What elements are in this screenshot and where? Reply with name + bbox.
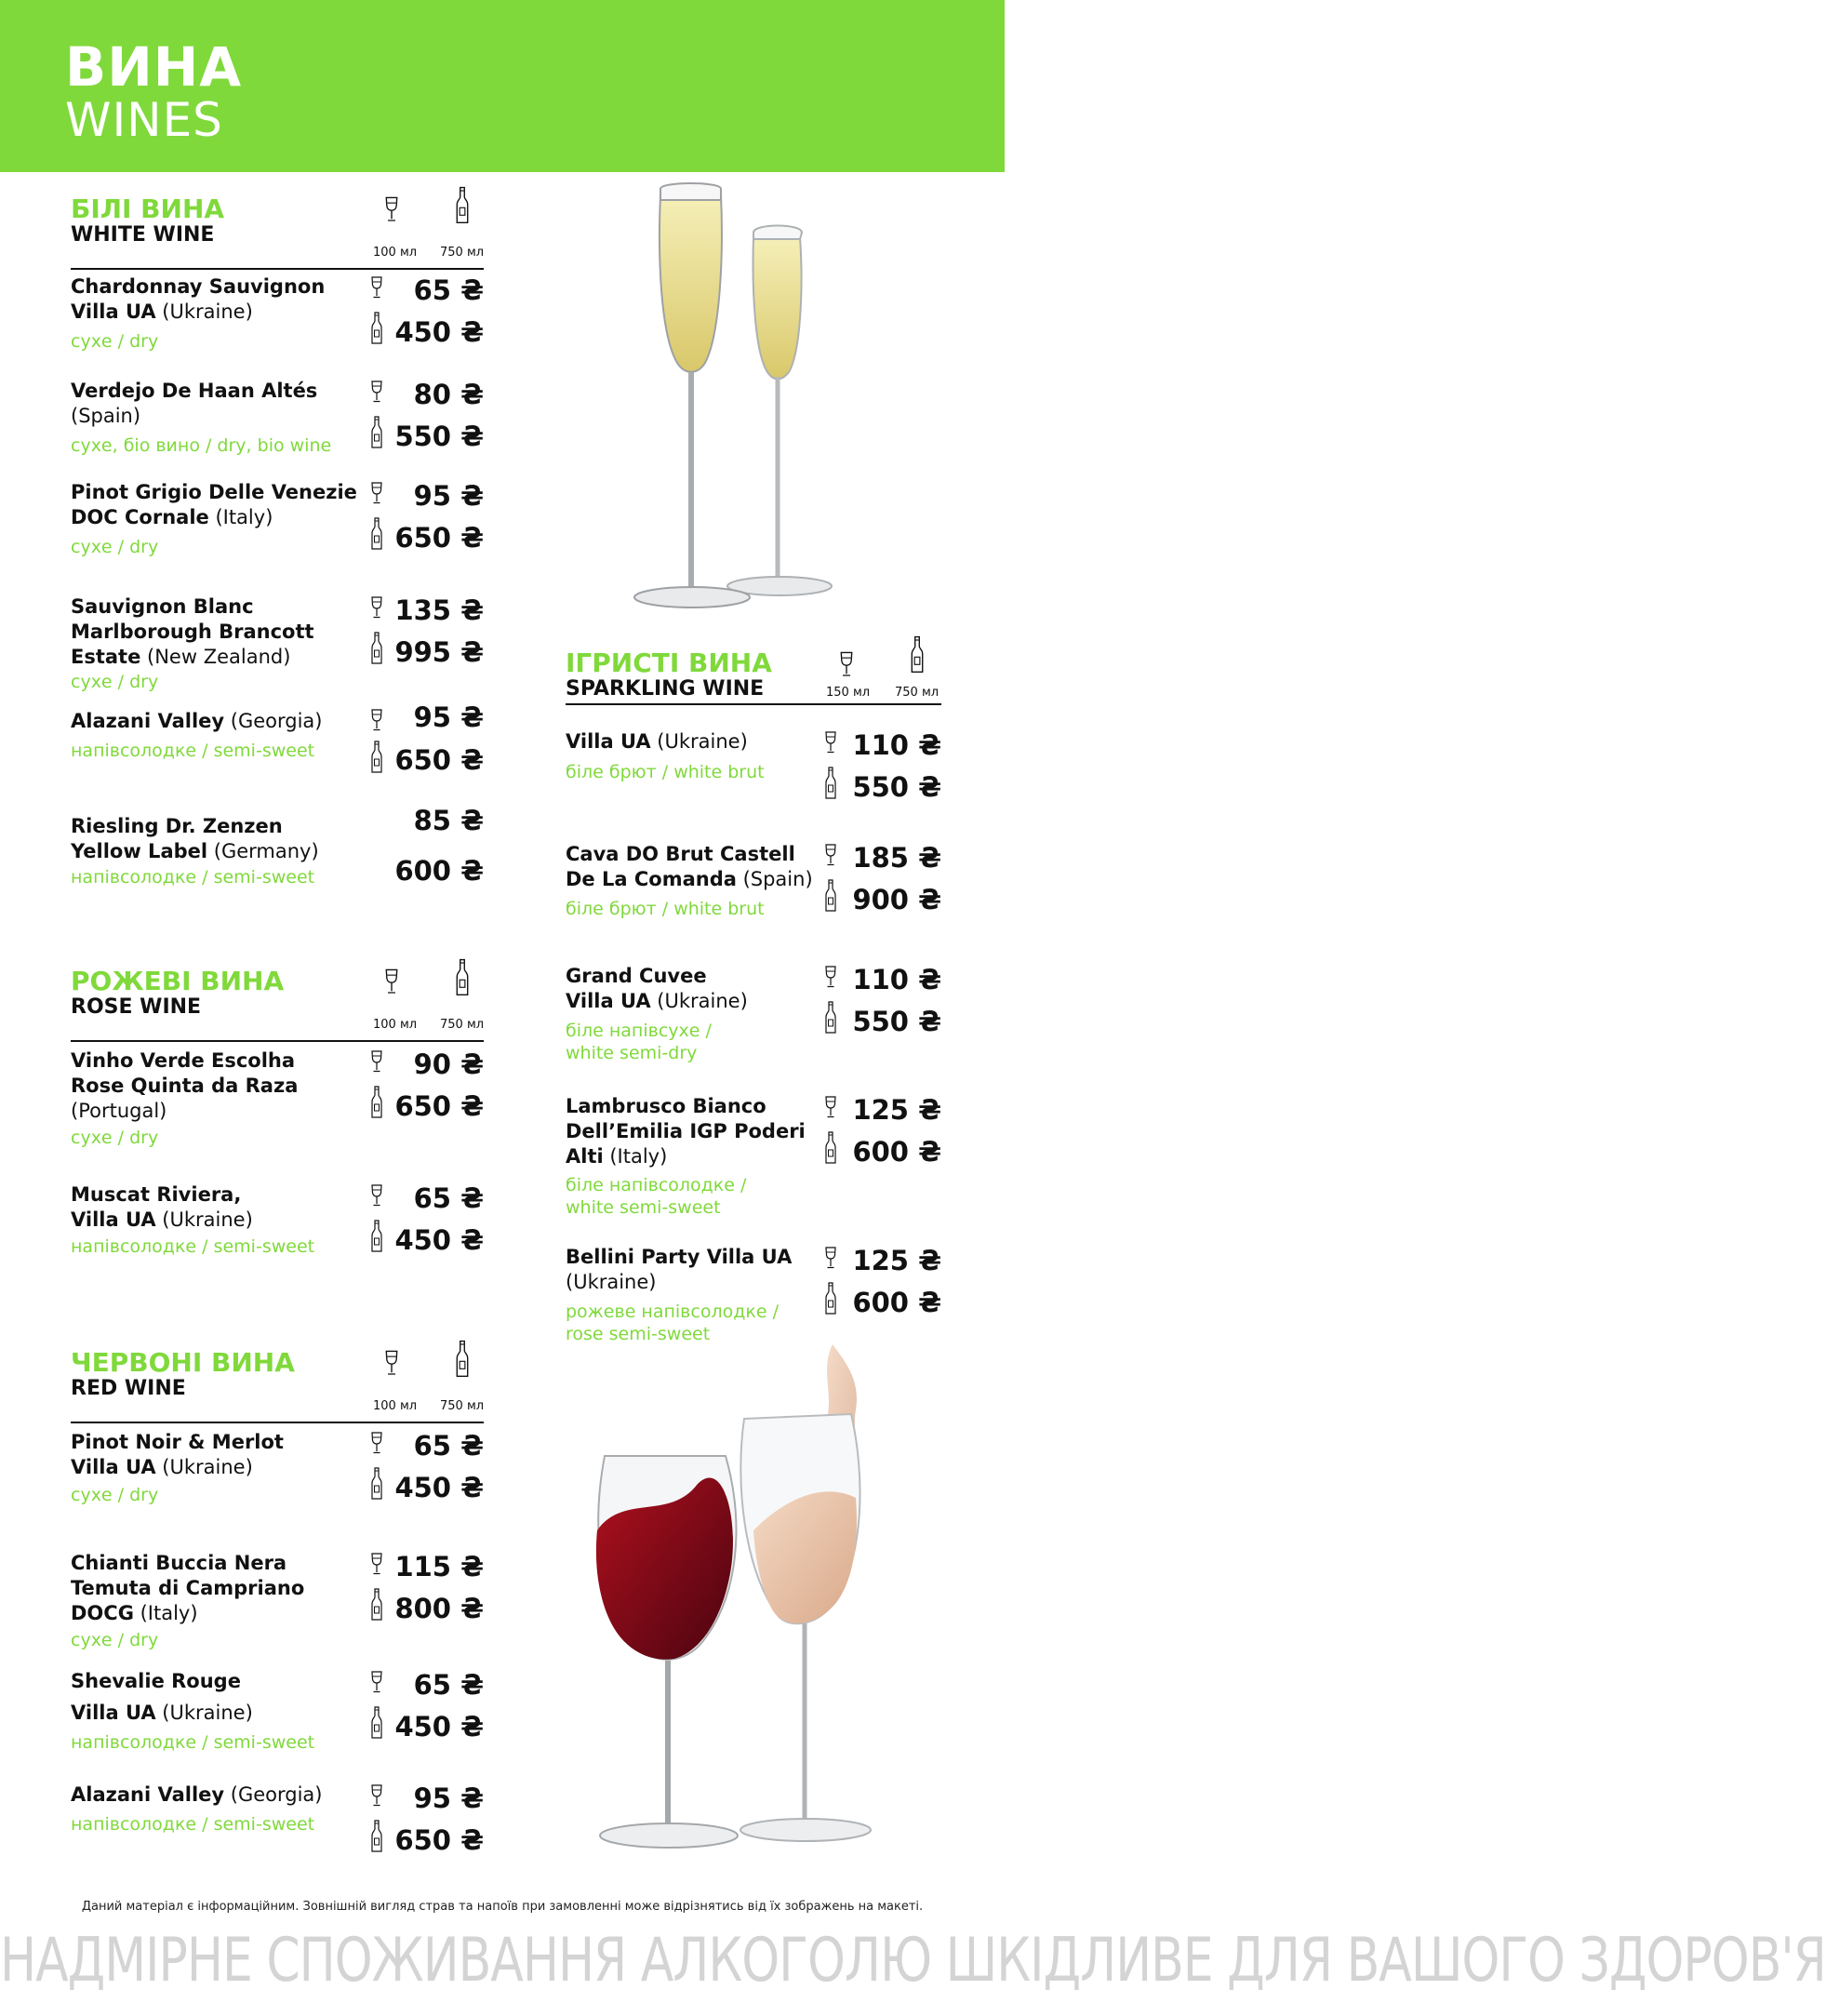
glass-icon (370, 1050, 383, 1073)
bottle-volume-label: 750 мл (440, 246, 485, 260)
wine-note: напівсолодке / semi-sweet (71, 1732, 315, 1753)
bottle-price: 600 ₴ (852, 1287, 941, 1318)
page-title-ua: ВИНА (65, 35, 243, 99)
wine-name: Muscat Riviera, Villa UA (Ukraine) (71, 1183, 253, 1231)
glass-icon (824, 731, 837, 754)
bottle-price: 450 ₴ (394, 316, 484, 348)
sparkling-wine-section (566, 633, 941, 1358)
bottle-icon (370, 312, 383, 345)
rose-wine-section (71, 944, 485, 1257)
wine-note: біле напівсолодке / white semi-sweet (566, 1175, 747, 1218)
glass-icon (370, 1784, 383, 1807)
wine-note: сухе / dry (71, 331, 159, 352)
wine-note: напівсолодке / semi-sweet (71, 1236, 315, 1257)
glass-icon (370, 276, 383, 299)
bottle-icon (370, 517, 383, 551)
glass-price: 65 ₴ (413, 1430, 484, 1462)
bottle-volume-label: 750 мл (895, 686, 940, 700)
glass-price: 135 ₴ (394, 594, 484, 626)
glass-column-icon (384, 196, 399, 222)
bottle-icon (370, 1467, 383, 1501)
bottle-price: 650 ₴ (394, 744, 484, 776)
section-title-ua: БІЛІ ВИНА (71, 194, 225, 224)
glass-price: 125 ₴ (852, 1094, 941, 1126)
wine-note: біле брют / white brut (566, 899, 765, 919)
glass-icon (370, 709, 383, 731)
bottle-icon (824, 1282, 837, 1315)
wine-name: Pinot Noir & Merlot Villa UA (Ukraine) (71, 1431, 284, 1478)
glass-price: 110 ₴ (852, 729, 941, 761)
bottle-icon (824, 1131, 837, 1165)
glass-icon (370, 381, 383, 403)
wine-name: Cava DO Brut Castell De La Comanda (Spain) (566, 843, 813, 890)
bottle-column-icon (910, 633, 925, 677)
glass-price: 65 ₴ (413, 1669, 484, 1701)
section-title-en: RED WINE (71, 1377, 186, 1400)
wine-note: напівсолодке / semi-sweet (71, 1814, 315, 1835)
bottle-price: 650 ₴ (394, 1824, 484, 1856)
red-wine-header (71, 1340, 484, 1423)
wine-note: сухе, біо вино / dry, bio wine (71, 435, 332, 456)
wine-item (566, 1245, 941, 1347)
wine-name: Pinot Grigio Delle Venezie DOC Cornale (Italy) (71, 481, 357, 528)
bottle-column-icon (455, 958, 470, 997)
glass-column-icon (384, 968, 399, 995)
bottle-price: 600 ₴ (394, 855, 484, 887)
wine-item (71, 701, 484, 793)
wine-note: сухе / dry (71, 1630, 159, 1650)
header-banner (0, 0, 1005, 172)
glass-price: 125 ₴ (852, 1245, 941, 1276)
wine-item (71, 1782, 484, 1866)
bottle-price: 600 ₴ (852, 1136, 941, 1168)
glass-icon (370, 1671, 383, 1693)
glass-volume-label: 100 мл (373, 1018, 418, 1032)
bottle-price: 550 ₴ (852, 771, 941, 803)
glass-price: 110 ₴ (852, 964, 941, 995)
page-title-en: WINES (65, 93, 223, 147)
glass-price: 65 ₴ (413, 274, 484, 306)
glass-price: 185 ₴ (852, 842, 941, 874)
glass-icon (824, 966, 837, 988)
wine-name: Riesling Dr. Zenzen Yellow Label (Germany) (71, 815, 319, 862)
disclaimer-text: Даний матеріал є інформаційним. Зовнішній вигляд страв та напоїв при замовленні може відрізнятись від їх зображень на макеті. (81, 1900, 924, 1914)
bottle-price: 800 ₴ (394, 1593, 484, 1624)
wine-name: Grand Cuvee Villa UA (Ukraine) (566, 965, 748, 1012)
wine-name: Shevalie Rouge Villa UA (Ukraine) (71, 1670, 253, 1724)
section-title-ua: ЧЕРВОНІ ВИНА (71, 1347, 295, 1378)
section-title-en: ROSE WINE (71, 995, 202, 1019)
wine-name: Villa UA (Ukraine) (566, 730, 748, 753)
glass-price: 95 ₴ (413, 701, 484, 733)
bottle-icon (370, 1086, 383, 1119)
section-title-ua: РОЖЕВІ ВИНА (71, 966, 285, 996)
glass-icon (370, 1553, 383, 1575)
glass-volume-label: 100 мл (373, 246, 418, 260)
wine-name: Chardonnay Sauvignon Villa UA (Ukraine) (71, 275, 326, 323)
wine-note: біле брют / white brut (566, 762, 765, 782)
wine-note: рожеве напівсолодке / rose semi-sweet (566, 1302, 779, 1344)
bottle-price: 450 ₴ (394, 1711, 484, 1742)
glass-price: 65 ₴ (413, 1182, 484, 1214)
glass-price: 95 ₴ (413, 1782, 484, 1814)
glass-price: 95 ₴ (413, 480, 484, 512)
wine-note: сухе / dry (71, 672, 159, 692)
wine-note: біле напівсухе / white semi-dry (566, 1021, 712, 1063)
wine-item (71, 594, 484, 697)
wine-name: Chianti Buccia Nera Temuta di Campriano DOCG (Italy) (71, 1552, 305, 1624)
health-warning: НАДМІРНЕ СПОЖИВАННЯ АЛКОГОЛЮ ШКІДЛИВЕ ДЛЯ ВАШОГО ЗДОРОВ'Я (0, 1926, 1826, 1996)
bottle-icon (370, 741, 383, 774)
glass-icon (824, 1247, 837, 1269)
bottle-icon (370, 1220, 383, 1253)
wine-item (566, 729, 941, 813)
glass-volume-label: 150 мл (826, 686, 871, 700)
glass-column-icon (839, 651, 854, 677)
bottle-icon (824, 1001, 837, 1035)
bottle-icon (370, 1588, 383, 1622)
wine-note: напівсолодке / semi-sweet (71, 741, 315, 761)
bottle-price: 995 ₴ (394, 636, 484, 668)
bottle-price: 450 ₴ (394, 1224, 484, 1256)
champagne-glasses-image (633, 181, 856, 619)
wine-item (566, 842, 941, 935)
bottle-volume-label: 750 мл (440, 1018, 485, 1032)
wine-item (71, 480, 484, 573)
bottle-price: 550 ₴ (852, 1006, 941, 1037)
glass-volume-label: 100 мл (373, 1399, 418, 1413)
sparkling-wine-header (566, 633, 941, 705)
glass-price: 80 ₴ (413, 379, 484, 410)
wine-item (566, 1094, 941, 1218)
glass-icon (370, 1432, 383, 1454)
bottle-icon (370, 1706, 383, 1740)
wine-note: сухе / dry (71, 1128, 159, 1148)
glass-column-icon (384, 1350, 399, 1376)
wine-name: Alazani Valley (Georgia) (71, 1783, 323, 1806)
bottle-volume-label: 750 мл (440, 1399, 485, 1413)
bottle-icon (370, 1820, 383, 1853)
white-wine-section (71, 172, 484, 916)
bottle-icon (824, 879, 837, 913)
glass-price: 85 ₴ (413, 805, 484, 836)
wine-item (71, 805, 484, 898)
wine-name: Verdejo De Haan Altés (Spain) (71, 380, 318, 427)
bottle-price: 450 ₴ (394, 1472, 484, 1503)
section-title-en: SPARKLING WINE (566, 677, 765, 701)
red-wine-section (71, 1326, 484, 1875)
wine-item (71, 274, 484, 367)
wine-item (71, 1182, 484, 1266)
bottle-column-icon (455, 186, 470, 225)
bottle-price: 650 ₴ (394, 522, 484, 554)
bottle-column-icon (455, 1340, 470, 1379)
glass-icon (824, 1096, 837, 1118)
wine-item (71, 1430, 484, 1523)
glass-icon (824, 844, 837, 866)
wine-name: Bellini Party Villa UA (Ukraine) (566, 1246, 793, 1293)
wine-name: Alazani Valley (Georgia) (71, 710, 323, 732)
wine-note: сухе / dry (71, 537, 159, 557)
glass-icon (370, 482, 383, 504)
bottle-price: 900 ₴ (852, 884, 941, 915)
glass-icon (370, 596, 383, 619)
wine-item (566, 964, 941, 1066)
bottle-icon (824, 767, 837, 800)
bottle-price: 550 ₴ (394, 421, 484, 452)
bottle-icon (370, 632, 383, 665)
bottle-icon (370, 416, 383, 449)
glass-icon (370, 1184, 383, 1207)
glass-price: 90 ₴ (413, 1048, 484, 1080)
wine-note: сухе / dry (71, 1485, 159, 1505)
wine-name: Sauvignon Blanc Marlborough Brancott Estate (New Zealand) (71, 595, 314, 668)
section-title-ua: ІГРИСТІ ВИНА (566, 648, 772, 678)
wine-name: Vinho Verde Escolha Rose Quinta da Raza (Portugal) (71, 1049, 299, 1122)
bottle-price: 650 ₴ (394, 1090, 484, 1122)
wine-item (71, 1048, 484, 1151)
glass-price: 115 ₴ (394, 1551, 484, 1582)
red-rose-glasses-image (586, 1344, 930, 1875)
wine-item (71, 379, 484, 472)
wine-item (71, 1551, 484, 1653)
wine-note: напівсолодке / semi-sweet (71, 867, 315, 888)
section-title-en: WHITE WINE (71, 223, 215, 247)
rose-wine-header (71, 958, 484, 1042)
wine-name: Lambrusco Bianco Dell’Emilia IGP Poderi Alti (Italy) (566, 1095, 806, 1168)
wine-item (71, 1669, 484, 1762)
white-wine-header (71, 186, 484, 270)
